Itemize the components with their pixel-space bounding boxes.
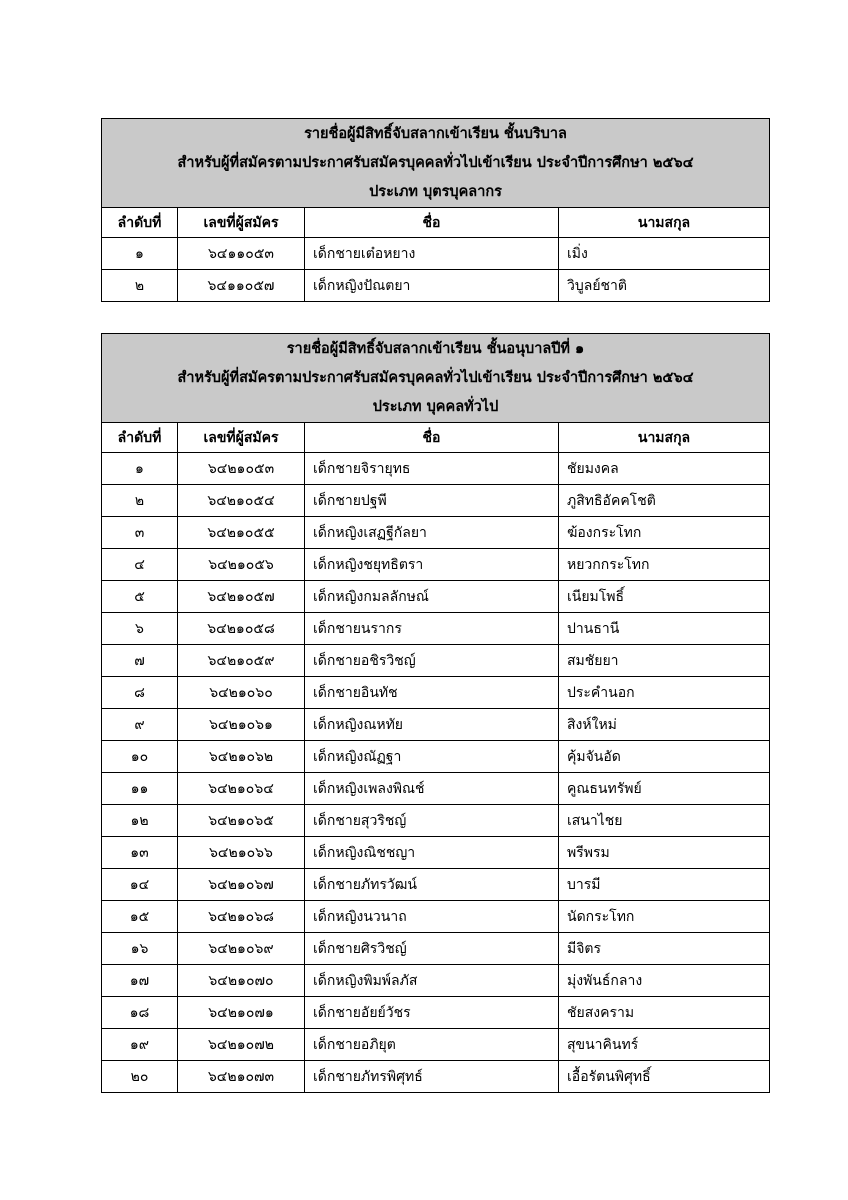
cell-surname: เอื้อรัตนพิศุทธิ์	[559, 1061, 770, 1093]
cell-applicant-no: ๖๔๒๑๐๕๘	[178, 613, 305, 645]
table-title-line: สำหรับผู้ที่สมัครตามประกาศรับสมัครบุคคลทั่วไปเข้าเรียน ประจำปีการศึกษา ๒๕๖๔	[177, 154, 694, 171]
cell-applicant-no: ๖๔๒๑๐๖๗	[178, 869, 305, 901]
cell-order: ๑๗	[102, 965, 178, 997]
cell-surname: สุขนาคินทร์	[559, 1029, 770, 1061]
cell-surname: มีจิตร	[559, 933, 770, 965]
cell-name: เด็กหญิงพิมพ์ลภัส	[305, 965, 559, 997]
cell-surname: คุ้มจันอัด	[559, 741, 770, 773]
table-title-line: รายชื่อผู้มีสิทธิ์จับสลากเข้าเรียน ชั้นบริบาล	[304, 125, 567, 142]
cell-surname: ประคำนอก	[559, 677, 770, 709]
cell-name: เด็กหญิงเพลงพิณช์	[305, 773, 559, 805]
cell-name: เด็กชายเต๋อหยาง	[305, 238, 559, 270]
cell-applicant-no: ๖๔๒๑๐๕๓	[178, 453, 305, 485]
cell-order: ๔	[102, 549, 178, 581]
table-title-line: รายชื่อผู้มีสิทธิ์จับสลากเข้าเรียน ชั้นอนุบาลปีที่ ๑	[286, 340, 585, 357]
column-header-name: ชื่อ	[305, 423, 559, 453]
table-row	[102, 270, 770, 302]
cell-applicant-no: ๖๔๒๑๐๕๕	[178, 517, 305, 549]
table-row	[102, 965, 770, 997]
table-row	[102, 581, 770, 613]
table-row	[102, 677, 770, 709]
cell-order: ๑๙	[102, 1029, 178, 1061]
table-title-line: ประเภท บุคคลทั่วไป	[372, 398, 499, 415]
table-title	[102, 334, 770, 423]
cell-order: ๒	[102, 485, 178, 517]
cell-order: ๑๐	[102, 741, 178, 773]
cell-applicant-no: ๖๔๑๑๐๕๗	[178, 270, 305, 302]
column-header-order: ลำดับที่	[102, 423, 178, 453]
cell-applicant-no: ๖๔๒๑๐๗๐	[178, 965, 305, 997]
cell-applicant-no: ๖๔๒๑๐๗๓	[178, 1061, 305, 1093]
cell-surname: เมิ่ง	[559, 238, 770, 270]
table-title	[102, 119, 770, 208]
cell-name: เด็กชายสุวริชญ์	[305, 805, 559, 837]
cell-name: เด็กหญิงณหทัย	[305, 709, 559, 741]
table-title-row	[102, 334, 770, 423]
table-row	[102, 1029, 770, 1061]
table-row	[102, 869, 770, 901]
cell-order: ๒	[102, 270, 178, 302]
cell-name: เด็กชายภัทรวัฒน์	[305, 869, 559, 901]
cell-applicant-no: ๖๔๒๑๐๖๐	[178, 677, 305, 709]
column-header-name: ชื่อ	[305, 208, 559, 238]
cell-surname: วิบูลย์ชาติ	[559, 270, 770, 302]
cell-name: เด็กหญิงนวนาถ	[305, 901, 559, 933]
cell-applicant-no: ๖๔๑๑๐๕๓	[178, 238, 305, 270]
cell-surname: สมชัยยา	[559, 645, 770, 677]
table-row	[102, 933, 770, 965]
cell-name: เด็กชายอภิยุต	[305, 1029, 559, 1061]
cell-surname: หยวกกระโทก	[559, 549, 770, 581]
cell-surname: เสนาไชย	[559, 805, 770, 837]
cell-surname: ชัยสงคราม	[559, 997, 770, 1029]
cell-name: เด็กหญิงกมลลักษณ์	[305, 581, 559, 613]
table-header-row	[102, 423, 770, 453]
cell-surname: ปานธานี	[559, 613, 770, 645]
cell-applicant-no: ๖๔๒๑๐๖๔	[178, 773, 305, 805]
cell-applicant-no: ๖๔๒๑๐๖๘	[178, 901, 305, 933]
table-title-line: ประเภท บุตรบุคลากร	[369, 183, 502, 200]
cell-applicant-no: ๖๔๒๑๐๕๔	[178, 485, 305, 517]
cell-order: ๑๔	[102, 869, 178, 901]
cell-applicant-no: ๖๔๒๑๐๖๙	[178, 933, 305, 965]
cell-name: เด็กหญิงปัณตยา	[305, 270, 559, 302]
cell-surname: ภูสิทธิอัคคโชติ	[559, 485, 770, 517]
table-row	[102, 773, 770, 805]
cell-order: ๙	[102, 709, 178, 741]
cell-order: ๑๖	[102, 933, 178, 965]
cell-order: ๑๑	[102, 773, 178, 805]
cell-order: ๒๐	[102, 1061, 178, 1093]
cell-name: เด็กชายภัทรพิศุทธ์	[305, 1061, 559, 1093]
cell-surname: คูณธนทรัพย์	[559, 773, 770, 805]
cell-name: เด็กหญิงชยุทธิตรา	[305, 549, 559, 581]
table-row	[102, 549, 770, 581]
table-row	[102, 517, 770, 549]
cell-applicant-no: ๖๔๒๑๐๖๖	[178, 837, 305, 869]
table-row	[102, 709, 770, 741]
cell-surname: บารมี	[559, 869, 770, 901]
table-title-row	[102, 119, 770, 208]
cell-order: ๑๒	[102, 805, 178, 837]
cell-surname: สิงห์ใหม่	[559, 709, 770, 741]
column-header-order: ลำดับที่	[102, 208, 178, 238]
table-row	[102, 741, 770, 773]
cell-surname: พรีพรม	[559, 837, 770, 869]
cell-order: ๕	[102, 581, 178, 613]
cell-applicant-no: ๖๔๒๑๐๖๑	[178, 709, 305, 741]
table-row	[102, 901, 770, 933]
cell-applicant-no: ๖๔๒๑๐๕๖	[178, 549, 305, 581]
column-header-surname: นามสกุล	[559, 423, 770, 453]
column-header-surname: นามสกุล	[559, 208, 770, 238]
cell-order: ๑๓	[102, 837, 178, 869]
cell-order: ๑	[102, 453, 178, 485]
cell-surname: ฆ้องกระโทก	[559, 517, 770, 549]
cell-name: เด็กชายอัยย์วัชร	[305, 997, 559, 1029]
cell-applicant-no: ๖๔๒๑๐๖๕	[178, 805, 305, 837]
cell-name: เด็กหญิงเสฏฐีกัลยา	[305, 517, 559, 549]
cell-name: เด็กชายจิรายุทธ	[305, 453, 559, 485]
cell-order: ๘	[102, 677, 178, 709]
cell-order: ๑๘	[102, 997, 178, 1029]
cell-surname: เนียมโพธิ์	[559, 581, 770, 613]
cell-name: เด็กชายอินทัช	[305, 677, 559, 709]
cell-surname: มุ่งพันธ์กลาง	[559, 965, 770, 997]
cell-surname: ชัยมงคล	[559, 453, 770, 485]
cell-name: เด็กชายนรากร	[305, 613, 559, 645]
cell-order: ๑๕	[102, 901, 178, 933]
cell-applicant-no: ๖๔๒๑๐๕๙	[178, 645, 305, 677]
cell-order: ๗	[102, 645, 178, 677]
applicant-table-nursery	[101, 118, 770, 302]
table-row	[102, 805, 770, 837]
cell-order: ๑	[102, 238, 178, 270]
table-row	[102, 837, 770, 869]
cell-applicant-no: ๖๔๒๑๐๗๒	[178, 1029, 305, 1061]
applicant-table-kindergarten-1	[101, 333, 770, 1093]
table-header-row	[102, 208, 770, 238]
table-title-line: สำหรับผู้ที่สมัครตามประกาศรับสมัครบุคคลทั่วไปเข้าเรียน ประจำปีการศึกษา ๒๕๖๔	[177, 369, 694, 386]
column-header-applicant-no: เลขที่ผู้สมัคร	[178, 208, 305, 238]
cell-name: เด็กหญิงณัฏฐา	[305, 741, 559, 773]
table-row	[102, 645, 770, 677]
cell-applicant-no: ๖๔๒๑๐๖๒	[178, 741, 305, 773]
cell-order: ๖	[102, 613, 178, 645]
cell-surname: นัดกระโทก	[559, 901, 770, 933]
cell-name: เด็กหญิงณิชชญา	[305, 837, 559, 869]
cell-name: เด็กชายศิรวิชญ์	[305, 933, 559, 965]
cell-name: เด็กชายปฐพี	[305, 485, 559, 517]
table-row	[102, 1061, 770, 1093]
cell-name: เด็กชายอชิรวิชญ์	[305, 645, 559, 677]
table-row	[102, 485, 770, 517]
table-row	[102, 997, 770, 1029]
cell-applicant-no: ๖๔๒๑๐๗๑	[178, 997, 305, 1029]
cell-applicant-no: ๖๔๒๑๐๕๗	[178, 581, 305, 613]
column-header-applicant-no: เลขที่ผู้สมัคร	[178, 423, 305, 453]
table-row	[102, 453, 770, 485]
table-row	[102, 613, 770, 645]
table-row	[102, 238, 770, 270]
cell-order: ๓	[102, 517, 178, 549]
